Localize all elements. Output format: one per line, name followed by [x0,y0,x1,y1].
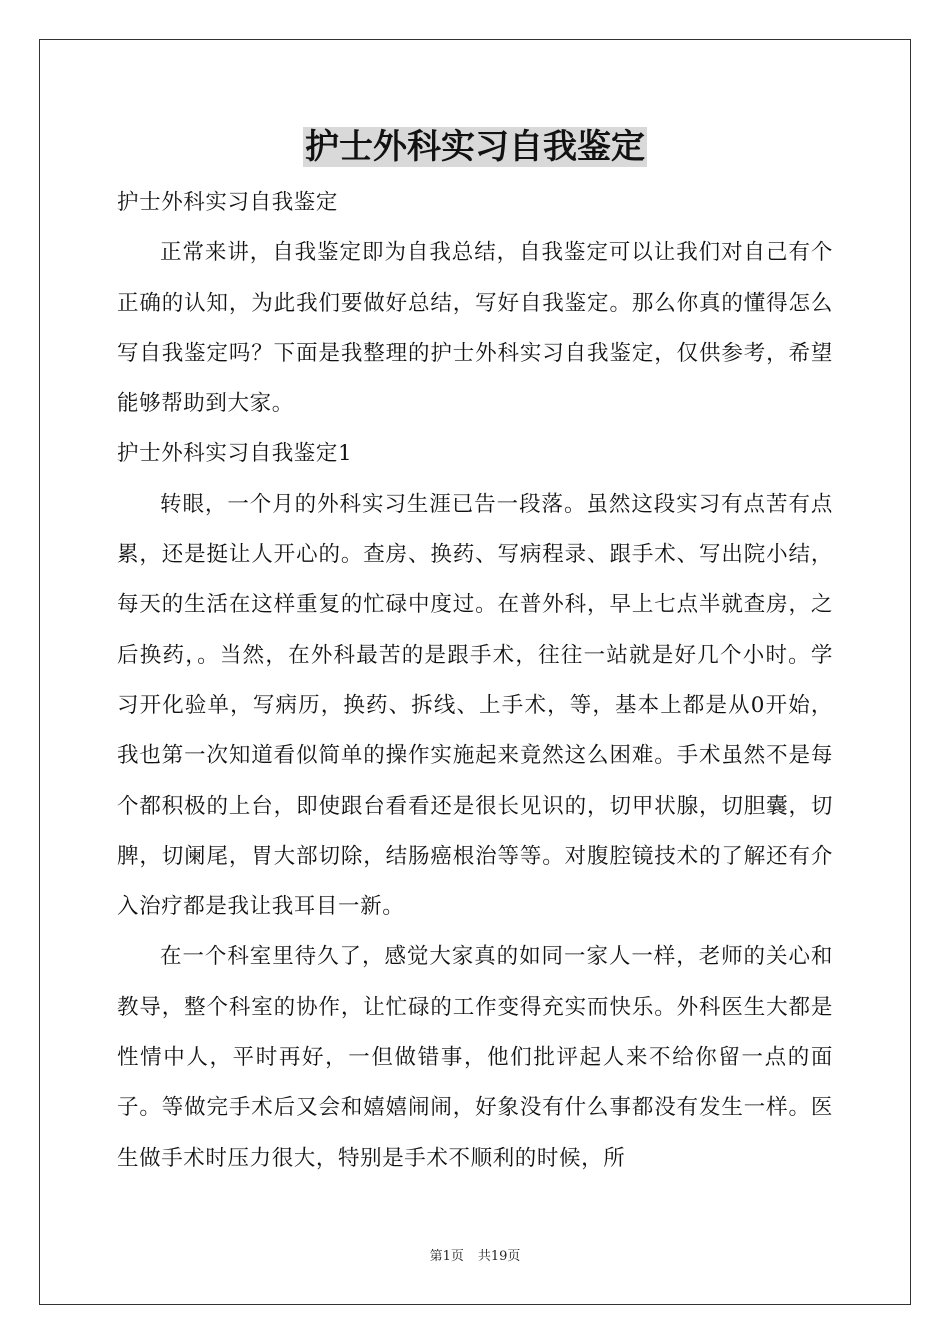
page-total: 共19页 [477,1249,521,1264]
document-title [0,124,950,170]
document-body [117,178,833,1184]
section-heading: 护士外科实习自我鉴定1 [117,441,353,467]
subtitle-paragraph: 护士外科实习自我鉴定 [117,190,339,215]
intro-paragraph: 正常来讲，自我鉴定即为自我总结，自我鉴定可以让我们对自己有个正确的认知，为此我们要做好总结，写好自我鉴定。那么你真的懂得怎么写自我鉴定吗？下面是我整理的护士外科实习自我鉴定，仅供参考，希望能够帮助到大家。 [117,240,833,417]
body-paragraph: 转眼，一个月的外科实习生涯已告一段落。虽然这段实习有点苦有点累，还是挺让人开心的。查房、换药、写病程录、跟手术、写出院小结，每天的生活在这样重复的忙碌中度过。在普外科，早上七点半就查房，之后换药，。当然，在外科最苦的是跟手术，往往一站就是好几个小时。学习开化验单，写病历，换药、拆线、上手术，等，基本上都是从0开始，我也第一次知道看似简单的操作实施起来竟然这么困难。手术虽然不是每个都积极的上台，即使跟台看看还是很长见识的，切甲状腺，切胆囊，切脾，切阑尾，胃大部切除，结肠癌根治等等。对腹腔镜技术的了解还有介入治疗都是我让我耳目一新。 [117,491,833,920]
page-footer [0,1248,950,1266]
page-number: 第1页 [429,1249,464,1264]
document-title-text: 护士外科实习自我鉴定 [305,127,645,167]
body-paragraph: 在一个科室里待久了，感觉大家真的如同一家人一样，老师的关心和教导，整个科室的协作，让忙碌的工作变得充实而快乐。外科医生大都是性情中人，平时再好，一但做错事，他们批评起人来不给你留一点的面子。等做完手术后又会和嬉嬉闹闹，好象没有什么事都没有发生一样。医生做手术时压力很大，特别是手术不顺利的时候，所 [117,944,833,1171]
